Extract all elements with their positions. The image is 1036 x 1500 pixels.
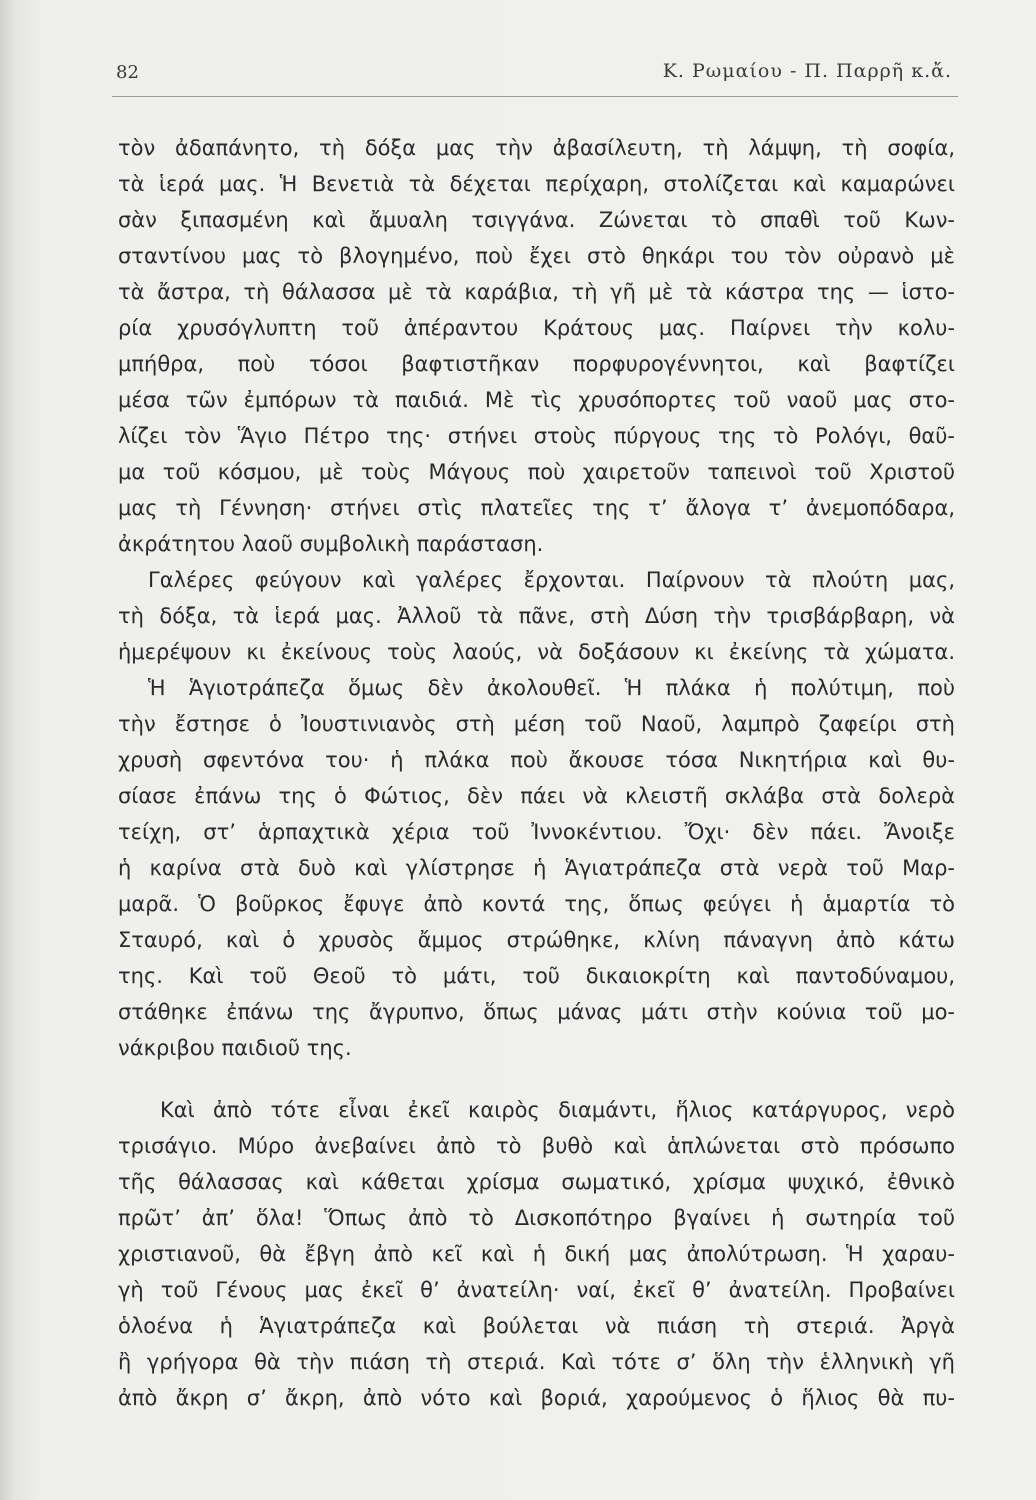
- text-line: νάκριβου παιδιοῦ της.: [118, 1036, 352, 1060]
- text-line: τῆς θάλασσας καὶ κάθεται χρίσμα σωματικό, χρίσμα ψυχικό, ἐθνικὸ: [118, 1170, 955, 1194]
- paragraph-4: [118, 1092, 955, 1416]
- text-line: Καὶ ἀπὸ τότε εἶναι ἐκεῖ καιρὸς διαμάντι, ἥλιος κατάργυρος, νερὸ: [160, 1098, 955, 1122]
- text-line: μπήθρα, ποὺ τόσοι βαφτιστῆκαν πορφυρογέννητοι, καὶ βαφτίζει: [118, 352, 955, 376]
- page-number: 82: [116, 62, 139, 83]
- text-line: γὴ τοῦ Γένους μας ἐκεῖ θ’ ἀνατείλη· ναί, ἐκεῖ θ’ ἀνατείλη. Προβαίνει: [118, 1278, 955, 1302]
- text-line: χριστιανοῦ, θὰ ἔβγη ἀπὸ κεῖ καὶ ἡ δική μας ἀπολύτρωση. Ἡ χαραυ-: [118, 1242, 955, 1266]
- running-title: Κ. Ρωμαίου - Π. Παρρῆ κ.ἄ.: [662, 60, 952, 82]
- text-line: τὰ ἱερά μας. Ἡ Βενετιὰ τὰ δέχεται περίχαρη, στολίζεται καὶ καμαρώνει: [118, 172, 955, 196]
- text-line: τείχη, στ’ ἁρπαχτικὰ χέρια τοῦ Ἰννοκέντιου. Ὄχι· δὲν πάει. Ἄνοιξε: [118, 820, 955, 844]
- text-line: τὴν ἔστησε ὁ Ἰουστινιανὸς στὴ μέση τοῦ Ναοῦ, λαμπρὸ ζαφείρι στὴ: [118, 712, 955, 736]
- text-line: σὰν ξιπασμένη καὶ ἄμυαλη τσιγγάνα. Ζώνεται τὸ σπαθὶ τοῦ Κων-: [118, 208, 955, 232]
- header-rule: [112, 96, 958, 97]
- text-line: ἀπὸ ἄκρη σ’ ἄκρη, ἀπὸ νότο καὶ βοριά, χαρούμενος ὁ ἥλιος θὰ πυ-: [118, 1386, 955, 1410]
- text-line: λίζει τὸν Ἅγιο Πέτρο της· στήνει στοὺς πύργους της τὸ Ρολόγι, θαῦ-: [118, 424, 955, 448]
- text-line: σίασε ἐπάνω της ὁ Φώτιος, δὲν πάει νὰ κλειστῆ σκλάβα στὰ δολερὰ: [118, 784, 955, 808]
- text-line: μας τὴ Γέννηση· στήνει στὶς πλατεῖες της τ’ ἄλογα τ’ ἀνεμοπόδαρα,: [118, 496, 955, 520]
- text-line: ἡ καρίνα στὰ δυὸ καὶ γλίστρησε ἡ Ἁγιατράπεζα στὰ νερὰ τοῦ Μαρ-: [118, 856, 955, 880]
- body-text: [118, 130, 955, 1416]
- text-line: ἢ γρήγορα θὰ τὴν πιάση τὴ στεριά. Καὶ τότε σ’ ὅλη τὴν ἑλληνικὴ γῆ: [118, 1350, 955, 1374]
- text-line: ἀκράτητου λαοῦ συμβολικὴ παράσταση.: [118, 532, 544, 556]
- paragraph-1: [118, 130, 955, 562]
- paragraph-3: [118, 670, 955, 1066]
- text-line: σταντίνου μας τὸ βλογημένο, ποὺ ἔχει στὸ θηκάρι του τὸν οὐρανὸ μὲ: [118, 244, 955, 268]
- text-line: μαρᾶ. Ὁ βοῦρκος ἔφυγε ἀπὸ κοντά της, ὅπως φεύγει ἡ ἁμαρτία τὸ: [118, 892, 955, 916]
- text-line: Σταυρό, καὶ ὁ χρυσὸς ἄμμος στρώθηκε, κλίνη πάναγνη ἀπὸ κάτω: [118, 928, 955, 952]
- text-line: στάθηκε ἐπάνω της ἄγρυπνο, ὅπως μάνας μάτι στὴν κούνια τοῦ μο-: [118, 1000, 955, 1024]
- text-line: τὴ δόξα, τὰ ἱερά μας. Ἀλλοῦ τὰ πᾶνε, στὴ Δύση τὴν τρισβάρβαρη, νὰ: [118, 604, 955, 628]
- text-line: ἡμερέψουν κι ἐκείνους τοὺς λαούς, νὰ δοξάσουν κι ἐκείνης τὰ χώματα.: [118, 640, 955, 664]
- text-line: χρυσὴ σφεντόνα του· ἡ πλάκα ποὺ ἄκουσε τόσα Νικητήρια καὶ θυ-: [118, 748, 955, 772]
- text-line: τὰ ἄστρα, τὴ θάλασσα μὲ τὰ καράβια, τὴ γῆ μὲ τὰ κάστρα της — ἱστο-: [118, 280, 955, 304]
- text-line: τρισάγιο. Μύρο ἀνεβαίνει ἀπὸ τὸ βυθὸ καὶ ἁπλώνεται στὸ πρόσωπο: [118, 1134, 955, 1158]
- text-line: ρία χρυσόγλυπτη τοῦ ἀπέραντου Κράτους μας. Παίρνει τὴν κολυ-: [118, 316, 955, 340]
- text-line: μα τοῦ κόσμου, μὲ τοὺς Μάγους ποὺ χαιρετοῦν ταπεινοὶ τοῦ Χριστοῦ: [118, 460, 955, 484]
- text-line: Γαλέρες φεύγουν καὶ γαλέρες ἔρχονται. Παίρνουν τὰ πλούτη μας,: [148, 568, 955, 592]
- text-line: πρῶτ’ ἀπ’ ὅλα! Ὅπως ἀπὸ τὸ Δισκοπότηρο βγαίνει ἡ σωτηρία τοῦ: [118, 1206, 955, 1230]
- text-line: Ἡ Ἁγιοτράπεζα ὅμως δὲν ἀκολουθεῖ. Ἡ πλάκα ἡ πολύτιμη, ποὺ: [148, 676, 955, 700]
- text-line: τὸν ἀδαπάνητο, τὴ δόξα μας τὴν ἀβασίλευτη, τὴ λάμψη, τὴ σοφία,: [118, 136, 955, 160]
- text-line: της. Καὶ τοῦ Θεοῦ τὸ μάτι, τοῦ δικαιοκρίτη καὶ παντοδύναμου,: [118, 964, 955, 988]
- text-line: ὁλοένα ἡ Ἁγιατράπεζα καὶ βούλεται νὰ πιάση τὴ στεριά. Ἀργὰ: [118, 1314, 955, 1338]
- page-header: [116, 58, 952, 90]
- paragraph-2: [118, 562, 955, 670]
- text-line: μέσα τῶν ἐμπόρων τὰ παιδιά. Μὲ τὶς χρυσόπορτες τοῦ ναοῦ μας στο-: [118, 388, 955, 412]
